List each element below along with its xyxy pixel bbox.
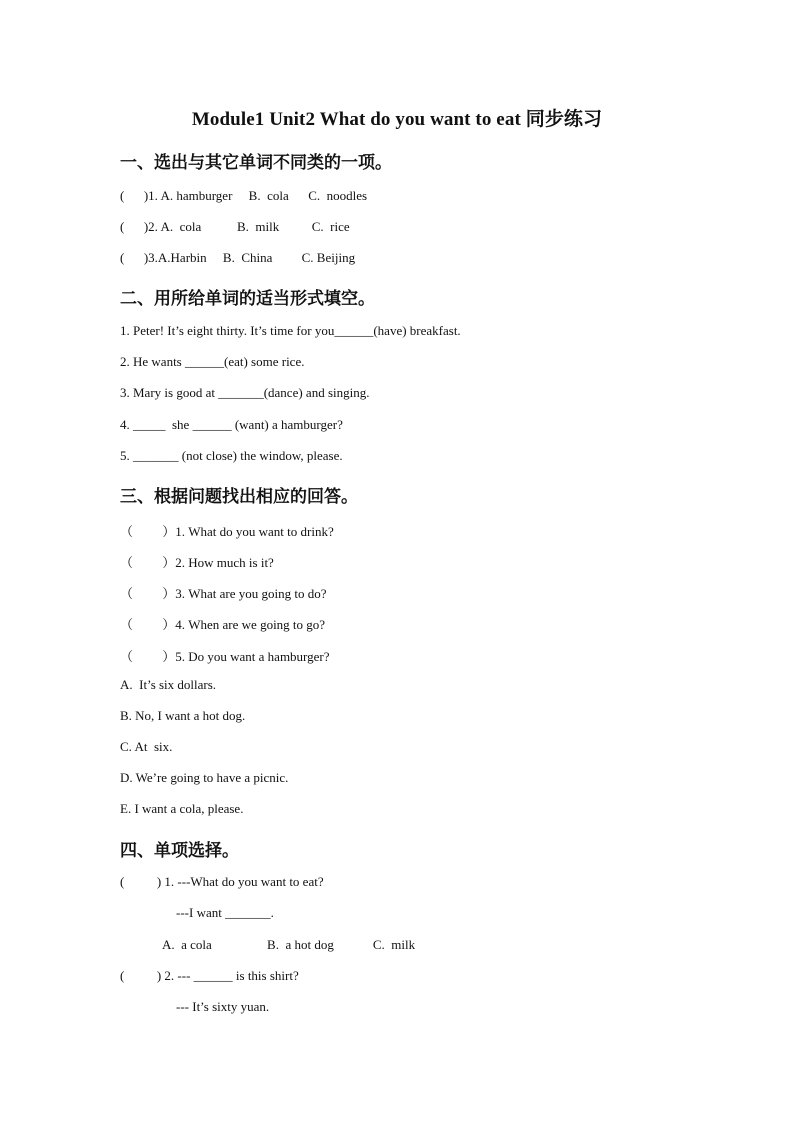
section-1-item-3: ( )3.A.Harbin B. China C. Beijing (120, 250, 356, 265)
section-1-heading: 一、选出与其它单词不同类的一项。 (120, 153, 392, 173)
section-3-question-3: （ ）3. What are you going to do? (120, 586, 327, 601)
section-1-item-1: ( )1. A. hamburger B. cola C. noodles (120, 188, 368, 203)
section-2-heading: 二、用所给单词的适当形式填空。 (120, 289, 375, 309)
section-4-question-1-prompt: ---I want _______. (176, 905, 274, 920)
section-3-answer-a: A. It’s six dollars. (120, 677, 217, 692)
page-title: Module1 Unit2 What do you want to eat 同步练习 (191, 109, 603, 130)
section-2-item-5: 5. _______ (not close) the window, please. (120, 448, 343, 463)
section-3-heading: 三、根据问题找出相应的回答。 (120, 487, 358, 507)
section-2-item-3: 3. Mary is good at _______(dance) and singing. (120, 385, 370, 400)
section-4-question-2: ( ) 2. --- ______ is this shirt? (120, 968, 299, 983)
section-4-question-2-answer: --- It’s sixty yuan. (176, 999, 270, 1014)
section-3-question-2: （ ）2. How much is it? (120, 555, 274, 570)
section-2-item-2: 2. He wants ______(eat) some rice. (120, 354, 305, 369)
section-1-item-2: ( )2. A. cola B. milk C. rice (120, 219, 350, 234)
section-2-item-4: 4. _____ she ______ (want) a hamburger? (120, 417, 343, 432)
section-2-item-1: 1. Peter! It’s eight thirty. It’s time for you______(have) breakfast. (120, 323, 461, 338)
section-3-question-1: （ ）1. What do you want to drink? (120, 524, 334, 539)
section-3-question-4: （ ）4. When are we going to go? (120, 617, 326, 632)
section-3-answer-c: C. At six. (120, 739, 173, 754)
section-4-heading: 四、单项选择。 (120, 841, 239, 861)
section-4-question-1-options: A. a cola B. a hot dog C. milk (162, 937, 416, 952)
section-3-answer-b: B. No, I want a hot dog. (120, 708, 246, 723)
section-4-question-1: ( ) 1. ---What do you want to eat? (120, 874, 324, 889)
section-3-answer-e: E. I want a cola, please. (120, 801, 244, 816)
section-3-question-5: （ ）5. Do you want a hamburger? (120, 649, 330, 664)
section-3-answer-d: D. We’re going to have a picnic. (120, 770, 289, 785)
